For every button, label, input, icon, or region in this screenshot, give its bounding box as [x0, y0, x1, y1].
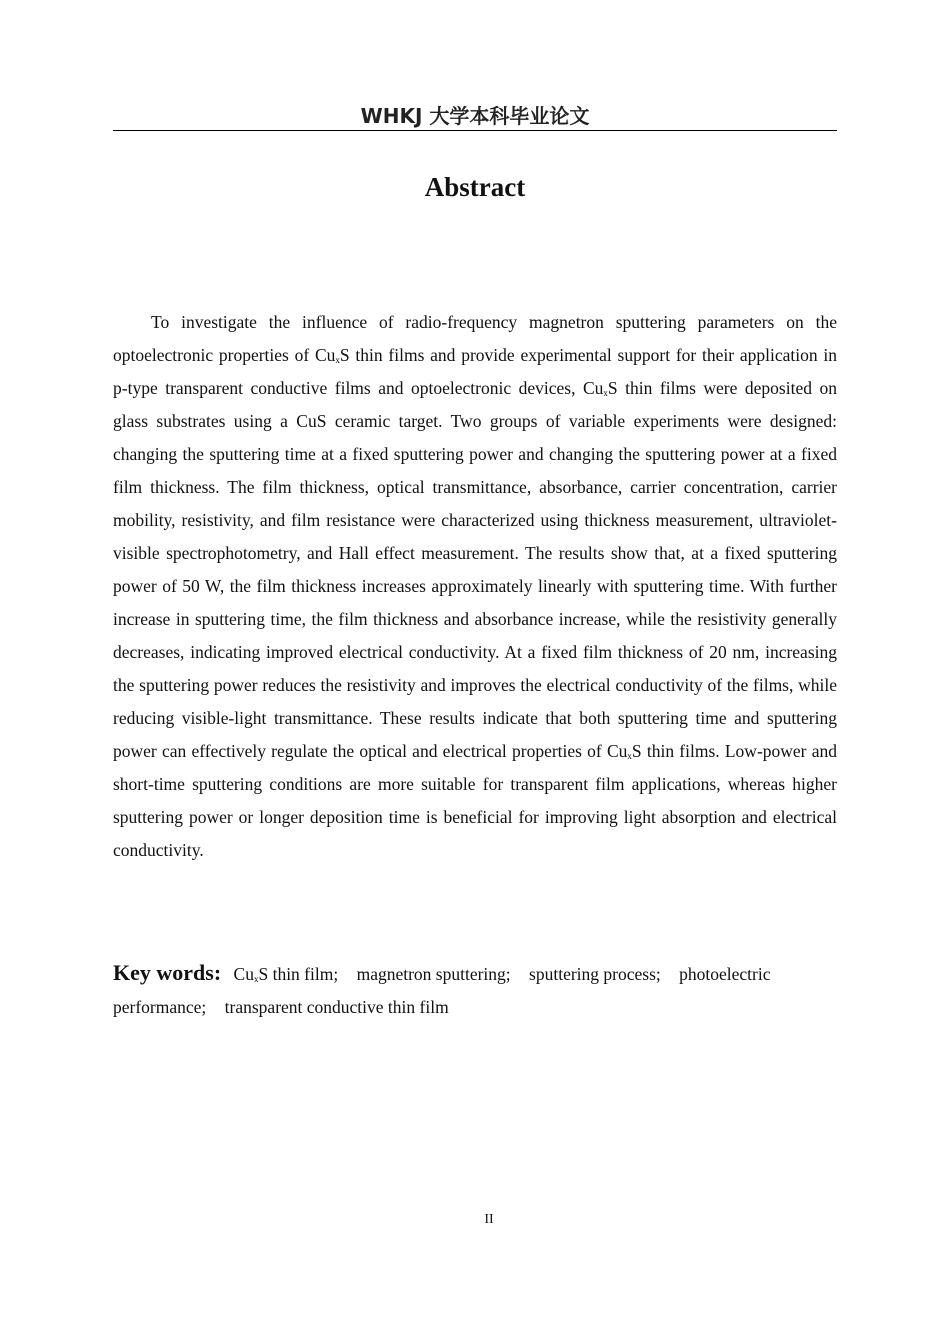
page-header: [113, 102, 837, 131]
keywords-label: Key words:: [113, 960, 222, 985]
subscript-x: x: [253, 974, 259, 984]
keywords-section: [113, 956, 837, 1024]
keyword-item: sputtering process;: [529, 964, 661, 984]
abstract-paragraph: [113, 306, 837, 867]
abstract-text-4: S thin films. Low-power and short-time sputtering conditions are more suitable for transparent film applications, whereas higher sputtering power or longer deposition time is beneficial for improving light absorption and electrical conductivity.: [113, 741, 837, 860]
keyword-item: photoelectric performance;: [113, 964, 771, 1017]
keyword-item: transparent conductive thin film: [224, 997, 449, 1017]
page-number: II: [484, 1212, 494, 1227]
subscript-x: x: [335, 355, 340, 365]
abstract-text-2: S thin films and provide experimental support for their application in p-type transparent conductive films and optoelectronic devices, Cu: [113, 345, 837, 398]
keyword-text: Cu: [233, 964, 254, 984]
keyword-text: S thin film;: [258, 964, 339, 984]
abstract-title: Abstract: [424, 172, 526, 202]
abstract-text-3: S thin films were deposited on glass substrates using a CuS ceramic target. Two groups of variable experiments were designed: changing the sputtering time at a fixed sputtering power and changing the sputtering power at a fixed film thickness. The film thickness, optical transmittance, absorbance, carrier concentration, carrier mobility, resistivity, and film resistance were characterized using thickness measurement, ultraviolet-visible spectrophotometry, and Hall effect measurement. The results show that, at a fixed sputtering power of 50 W, the film thickness increases approximately linearly with sputtering time. With further increase in sputtering time, the film thickness and absorbance increase, while the resistivity generally decreases, indicating improved electrical conductivity. At a fixed film thickness of 20 nm, increasing the sputtering power reduces the resistivity and improves the electrical conductivity of the films, while reducing visible-light transmittance. These results indicate that both sputtering time and sputtering power can effectively regulate the optical and electrical properties of Cu: [113, 378, 837, 761]
abstract-text-1: To investigate the influence of radio-frequency magnetron sputtering parameters on the optoelectronic properties of Cu: [113, 312, 837, 365]
header-text: WHKJ 大学本科毕业论文: [360, 104, 590, 128]
subscript-x: x: [603, 388, 608, 398]
subscript-x: x: [627, 751, 632, 761]
keyword-item: magnetron sputtering;: [356, 964, 511, 984]
keyword-item: [234, 964, 339, 984]
